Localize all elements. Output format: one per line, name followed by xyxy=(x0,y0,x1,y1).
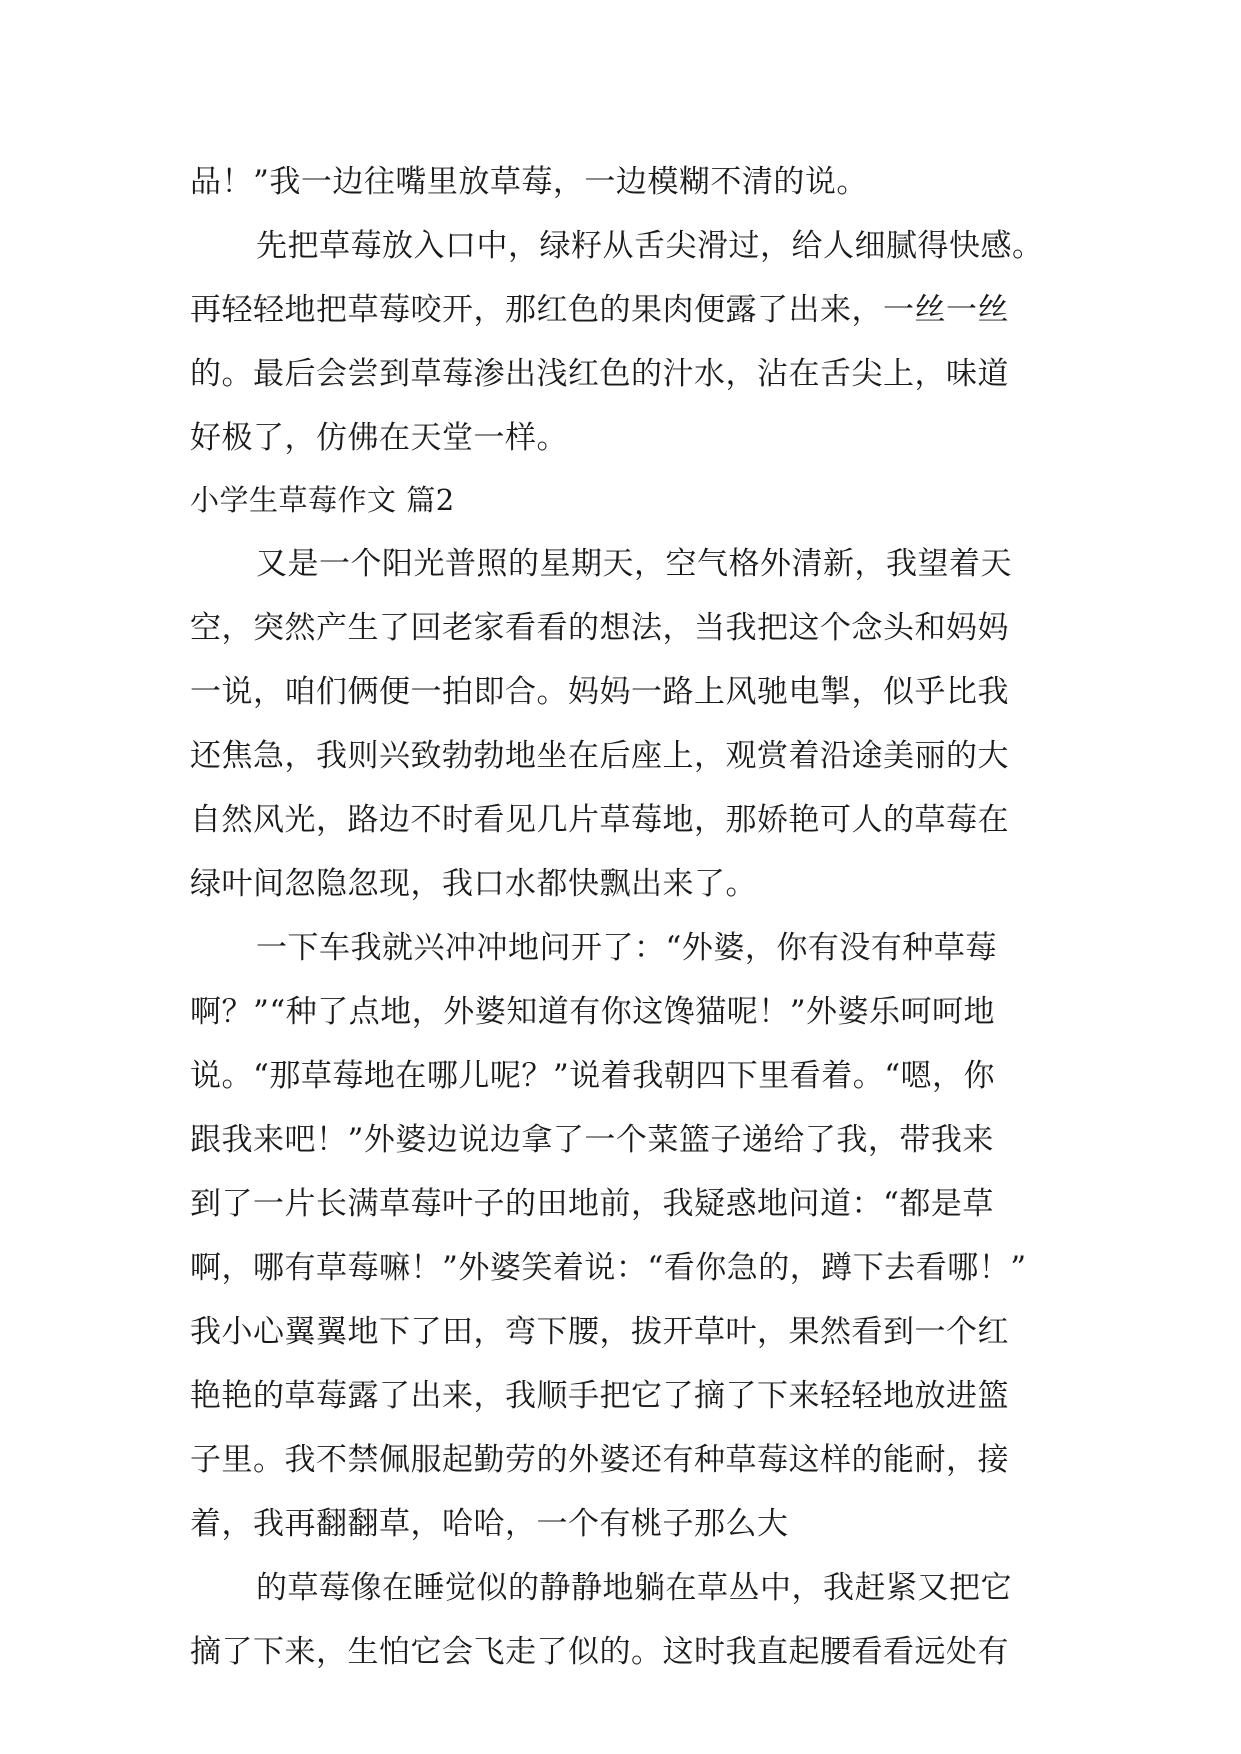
text-line: 一说，咱们俩便一拍即合。妈妈一路上风驰电掣，似乎比我 xyxy=(190,674,1009,710)
paragraph-start: 先把草莓放入口中，绿籽从舌尖滑过，给人细腻得快感。 xyxy=(256,228,1044,264)
text-line: 摘了下来，生怕它会飞走了似的。这时我直起腰看看远处有 xyxy=(190,1634,1009,1670)
text-line: 品！”我一边往嘴里放草莓，一边模糊不清的说。 xyxy=(190,164,868,200)
text-line: 我小心翼翼地下了田，弯下腰，拔开草叶，果然看到一个红 xyxy=(190,1314,1009,1350)
paragraph-start: 一下车我就兴冲冲地问开了：“外婆，你有没有种草莓 xyxy=(256,930,997,966)
text-line: 绿叶间忽隐忽现，我口水都快飘出来了。 xyxy=(190,866,757,902)
paragraph-start: 又是一个阳光普照的星期天，空气格外清新，我望着天 xyxy=(256,546,1012,582)
text-line: 空，突然产生了回老家看看的想法，当我把这个念头和妈妈 xyxy=(190,610,1009,646)
text-line: 着，我再翻翻草，哈哈，一个有桃子那么大 xyxy=(190,1506,789,1542)
text-line: 好极了，仿佛在天堂一样。 xyxy=(190,420,568,456)
text-line: 子里。我不禁佩服起勤劳的外婆还有种草莓这样的能耐，接 xyxy=(190,1442,1009,1478)
text-line: 还焦急，我则兴致勃勃地坐在后座上，观赏着沿途美丽的大 xyxy=(190,738,1009,774)
text-line: 跟我来吧！”外婆边说边拿了一个菜篮子递给了我，带我来 xyxy=(190,1122,994,1158)
text-line: 到了一片长满草莓叶子的田地前，我疑惑地问道：“都是草 xyxy=(190,1186,994,1222)
text-line: 说。“那草莓地在哪儿呢？”说着我朝四下里看着。“嗯，你 xyxy=(190,1058,996,1094)
text-line: 艳艳的草莓露了出来，我顺手把它了摘了下来轻轻地放进篮 xyxy=(190,1378,1009,1414)
text-line: 的。最后会尝到草莓渗出浅红色的汁水，沾在舌尖上，味道 xyxy=(190,356,1009,392)
text-line: 自然风光，路边不时看见几片草莓地，那娇艳可人的草莓在 xyxy=(190,802,1009,838)
section-heading: 小学生草莓作文 篇2 xyxy=(190,483,455,517)
text-line: 啊，哪有草莓嘛！”外婆笑着说：“看你急的，蹲下去看哪！” xyxy=(190,1250,1027,1286)
text-line: 啊？”“种了点地，外婆知道有你这馋猫呢！”外婆乐呵呵地 xyxy=(190,994,996,1030)
paragraph-start: 的草莓像在睡觉似的静静地躺在草丛中，我赶紧又把它 xyxy=(256,1570,1012,1606)
text-line: 再轻轻地把草莓咬开，那红色的果肉便露了出来，一丝一丝 xyxy=(190,292,1009,328)
